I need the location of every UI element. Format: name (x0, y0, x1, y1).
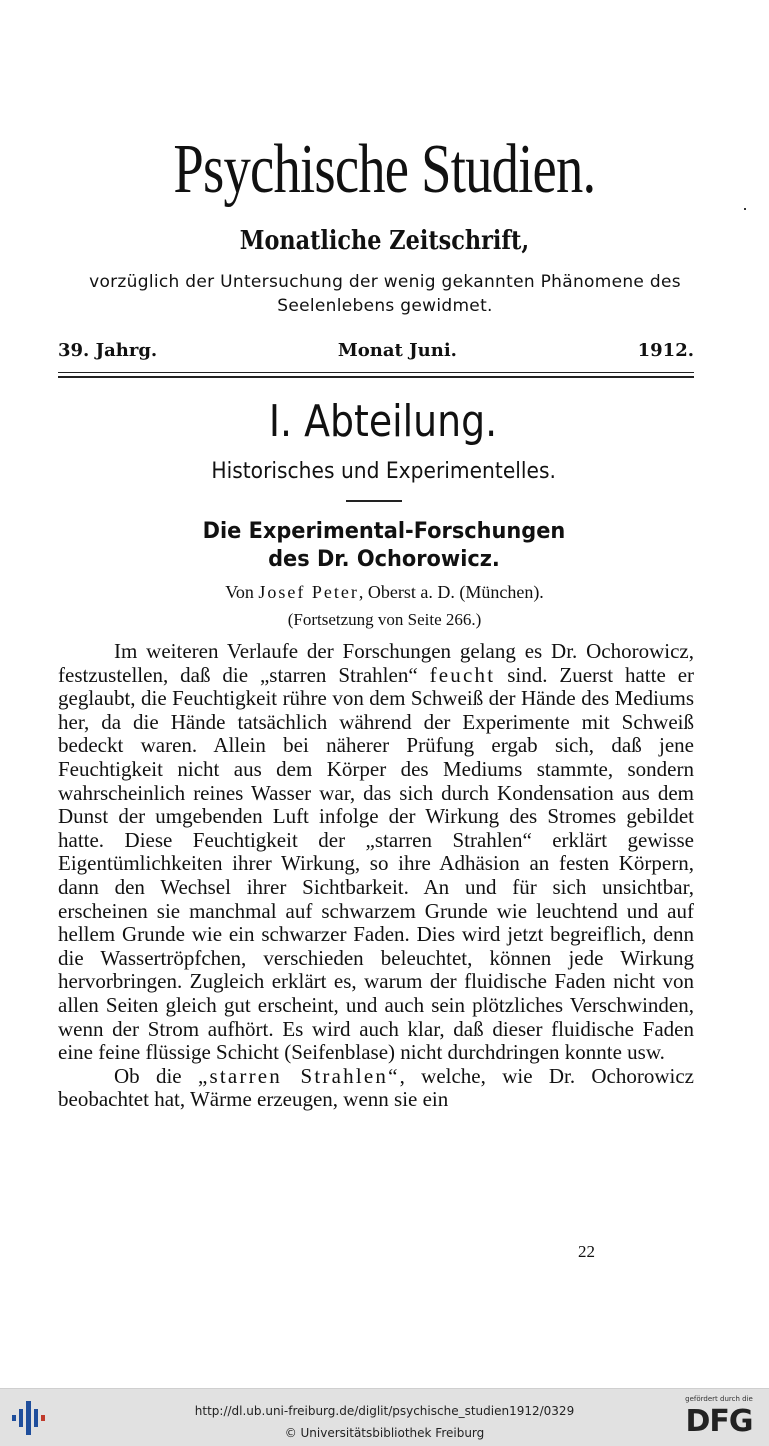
byline-prefix: Von (225, 582, 259, 602)
copyright-notice: © Universitätsbibliothek Freiburg (284, 1426, 485, 1440)
emphasis-text: „starren Strahlen“ (197, 1063, 400, 1088)
issue-year-label: 39. Jahrg. (58, 340, 158, 361)
journal-description (50, 270, 720, 318)
paragraph (58, 1065, 694, 1112)
scan-speck (744, 208, 746, 210)
paragraph (58, 640, 694, 1065)
viewer-footer (0, 1388, 769, 1446)
journal-title: Psychische Studien. (173, 131, 596, 208)
journal-subtitle: Monatliche Zeitschrift, (239, 226, 530, 256)
section-subtitle: Historisches und Experimentelles. (211, 459, 556, 484)
permalink-url[interactable]: http://dl.ub.uni-freiburg.de/diglit/psychische_studien1912/0329 (194, 1404, 575, 1418)
continuation-note: (Fortsetzung von Seite 266.) (287, 610, 482, 629)
section-divider (346, 500, 402, 502)
article-title (19, 518, 750, 574)
description-line-1: vorzüglich der Untersuchung der wenig gekannten Phänomene des (89, 272, 681, 292)
article-title-line-1: Die Experimental-Forschungen (202, 519, 566, 544)
paragraph-text: Ob die (114, 1063, 198, 1088)
header-rule (58, 372, 694, 378)
issue-year: 1912. (637, 340, 694, 361)
article-body (58, 640, 694, 1112)
description-line-2: Seelenlebens gewidmet. (277, 296, 493, 316)
dfg-mark: DFG (685, 1404, 753, 1439)
section-title: I. Abteilung. (268, 396, 498, 447)
issue-month: Monat Juni. (337, 340, 457, 361)
paragraph-text: Im weiteren Verlaufe der Forschungen gelang es Dr. Ochorowicz, festzustellen, daß die „starren Strahlen“ (58, 639, 694, 687)
article-title-line-2: des Dr. Ochorowicz. (268, 547, 500, 572)
paragraph-text: sind. Zuerst hatte er geglaubt, die Feuchtigkeit rühre von dem Schweiß der Hände des Mediums her, da die Hände tatsächlich während der Experimente mit Schweiß bedeckt waren. Allein bei näherer Prüfung ergab sich, daß jene Feuchtigkeit nicht aus dem Körper des Mediums stammte, sondern wahrscheinlich reines Wasser war, das sich durch Kondensation aus dem Dunst der umgebenden Luft infolge der Wirkung des Stromes gebildet hatte. Diese Feuchtigkeit der „starren Strahlen“ erklärt gewisse Eigentümlichkeiten ihrer Wirkung, so ihre Adhäsion an festen Körpern, dann den Wechsel ihrer Sichtbarkeit. An und für sich unsichtbar, erscheinen sie manchmal auf schwarzem Grunde wie leuchtend und auf hellem Grunde wie ein schwarzer Faden. Dies wird jetzt begreiflich, denn die Wassertröpfchen, verschieden beleuchtet, können jede Wirkung hervorbringen. Zugleich erklärt es, warum der fluidische Faden nicht von allen Seiten gleich gut erscheint, und auch sein plötzliches Verschwinden, wenn der Strom aufhört. Es wird auch klar, daß dieser fluidische Faden eine feine flüssige Schicht (Seifenblase) nicht durchdringen konnte usw. (58, 662, 695, 1065)
dfg-logo (676, 1395, 762, 1441)
article-byline (0, 580, 769, 604)
page-number: 22 (578, 1242, 595, 1261)
byline-suffix: , Oberst a. D. (München). (358, 582, 544, 602)
author-name: Josef Peter (258, 582, 359, 602)
issue-line (58, 340, 694, 361)
dfg-funded-text: gefördert durch die (685, 1395, 753, 1403)
emphasis-text: feucht (429, 662, 496, 687)
paragraph-text: , welche, wie Dr. Ochorowicz beobachtet hat, Wärme erzeugen, wenn sie ein (58, 1063, 694, 1112)
